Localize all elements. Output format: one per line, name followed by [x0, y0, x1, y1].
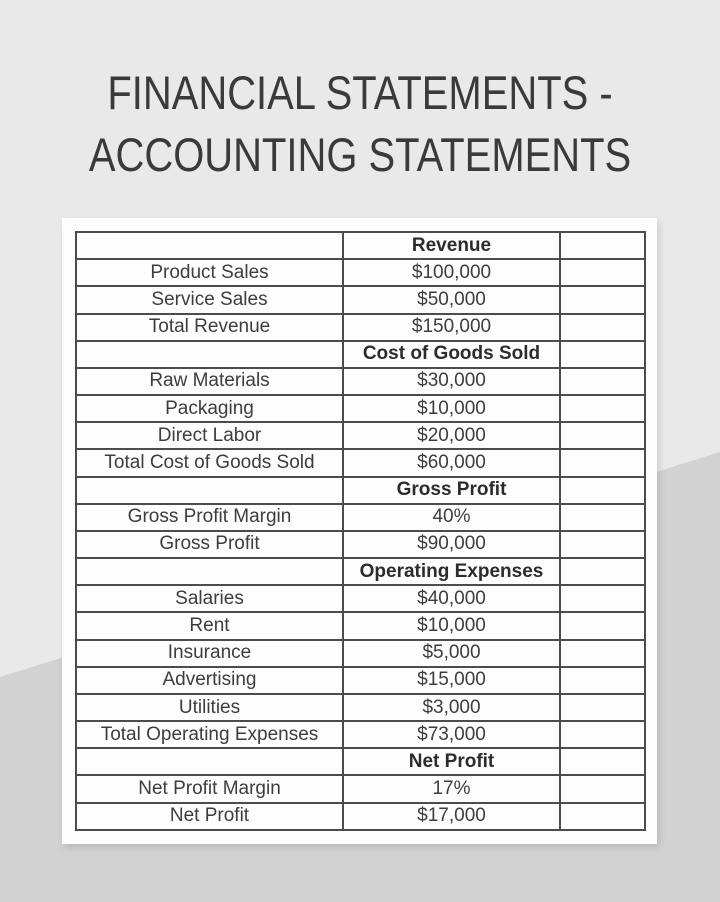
table-row [76, 531, 645, 558]
row-label-cell: Gross Profit [76, 531, 343, 558]
empty-cell [560, 395, 645, 422]
row-label-cell: Direct Labor [76, 422, 343, 449]
empty-cell [560, 314, 645, 341]
row-label-cell: Salaries [76, 585, 343, 612]
table-row [76, 368, 645, 395]
title-line-1: FINANCIAL STATEMENTS - [107, 66, 613, 119]
section-header-cell: Operating Expenses [343, 558, 560, 585]
table-row [76, 504, 645, 531]
table-row [76, 449, 645, 476]
section-header-cell: Revenue [343, 232, 560, 259]
section-header-row [76, 341, 645, 368]
row-value-cell: $73,000 [343, 721, 560, 748]
section-header-cell: Cost of Goods Sold [343, 341, 560, 368]
empty-cell [76, 477, 343, 504]
empty-cell [560, 803, 645, 830]
section-header-row [76, 477, 645, 504]
empty-cell [560, 504, 645, 531]
empty-cell [560, 286, 645, 313]
row-value-cell: $17,000 [343, 803, 560, 830]
table-row [76, 286, 645, 313]
table-row [76, 640, 645, 667]
table-row [76, 259, 645, 286]
empty-cell [76, 558, 343, 585]
empty-cell [560, 531, 645, 558]
statement-card [62, 218, 657, 844]
row-label-cell: Service Sales [76, 286, 343, 313]
financial-statement-table [75, 231, 646, 831]
row-value-cell: $100,000 [343, 259, 560, 286]
empty-cell [76, 748, 343, 775]
table-row [76, 694, 645, 721]
row-value-cell: $40,000 [343, 585, 560, 612]
row-label-cell: Gross Profit Margin [76, 504, 343, 531]
empty-cell [560, 422, 645, 449]
row-label-cell: Packaging [76, 395, 343, 422]
row-value-cell: 17% [343, 775, 560, 802]
title-line-2: ACCOUNTING STATEMENTS [88, 128, 632, 181]
row-label-cell: Advertising [76, 667, 343, 694]
row-label-cell: Total Cost of Goods Sold [76, 449, 343, 476]
row-label-cell: Utilities [76, 694, 343, 721]
row-value-cell: $10,000 [343, 395, 560, 422]
row-value-cell: $50,000 [343, 286, 560, 313]
row-value-cell: $3,000 [343, 694, 560, 721]
row-label-cell: Net Profit Margin [76, 775, 343, 802]
empty-cell [560, 667, 645, 694]
empty-cell [560, 558, 645, 585]
empty-cell [76, 232, 343, 259]
section-header-row [76, 558, 645, 585]
empty-cell [560, 259, 645, 286]
table-row [76, 721, 645, 748]
row-value-cell: $10,000 [343, 612, 560, 639]
empty-cell [560, 775, 645, 802]
table-row [76, 314, 645, 341]
row-value-cell: $150,000 [343, 314, 560, 341]
row-value-cell: $60,000 [343, 449, 560, 476]
empty-cell [560, 341, 645, 368]
empty-cell [560, 612, 645, 639]
table-row [76, 803, 645, 830]
row-label-cell: Net Profit [76, 803, 343, 830]
page-title [54, 62, 666, 186]
row-label-cell: Raw Materials [76, 368, 343, 395]
table-row [76, 395, 645, 422]
empty-cell [76, 341, 343, 368]
row-value-cell: $30,000 [343, 368, 560, 395]
table-row [76, 775, 645, 802]
row-value-cell: $5,000 [343, 640, 560, 667]
empty-cell [560, 477, 645, 504]
empty-cell [560, 232, 645, 259]
empty-cell [560, 449, 645, 476]
empty-cell [560, 694, 645, 721]
row-value-cell: $90,000 [343, 531, 560, 558]
row-value-cell: 40% [343, 504, 560, 531]
table-row [76, 422, 645, 449]
table-row [76, 612, 645, 639]
empty-cell [560, 748, 645, 775]
empty-cell [560, 721, 645, 748]
row-label-cell: Total Revenue [76, 314, 343, 341]
section-header-cell: Net Profit [343, 748, 560, 775]
row-label-cell: Rent [76, 612, 343, 639]
empty-cell [560, 585, 645, 612]
row-label-cell: Insurance [76, 640, 343, 667]
row-label-cell: Product Sales [76, 259, 343, 286]
row-label-cell: Total Operating Expenses [76, 721, 343, 748]
empty-cell [560, 640, 645, 667]
section-header-cell: Gross Profit [343, 477, 560, 504]
table-row [76, 667, 645, 694]
table-row [76, 585, 645, 612]
row-value-cell: $15,000 [343, 667, 560, 694]
section-header-row [76, 232, 645, 259]
row-value-cell: $20,000 [343, 422, 560, 449]
empty-cell [560, 368, 645, 395]
section-header-row [76, 748, 645, 775]
